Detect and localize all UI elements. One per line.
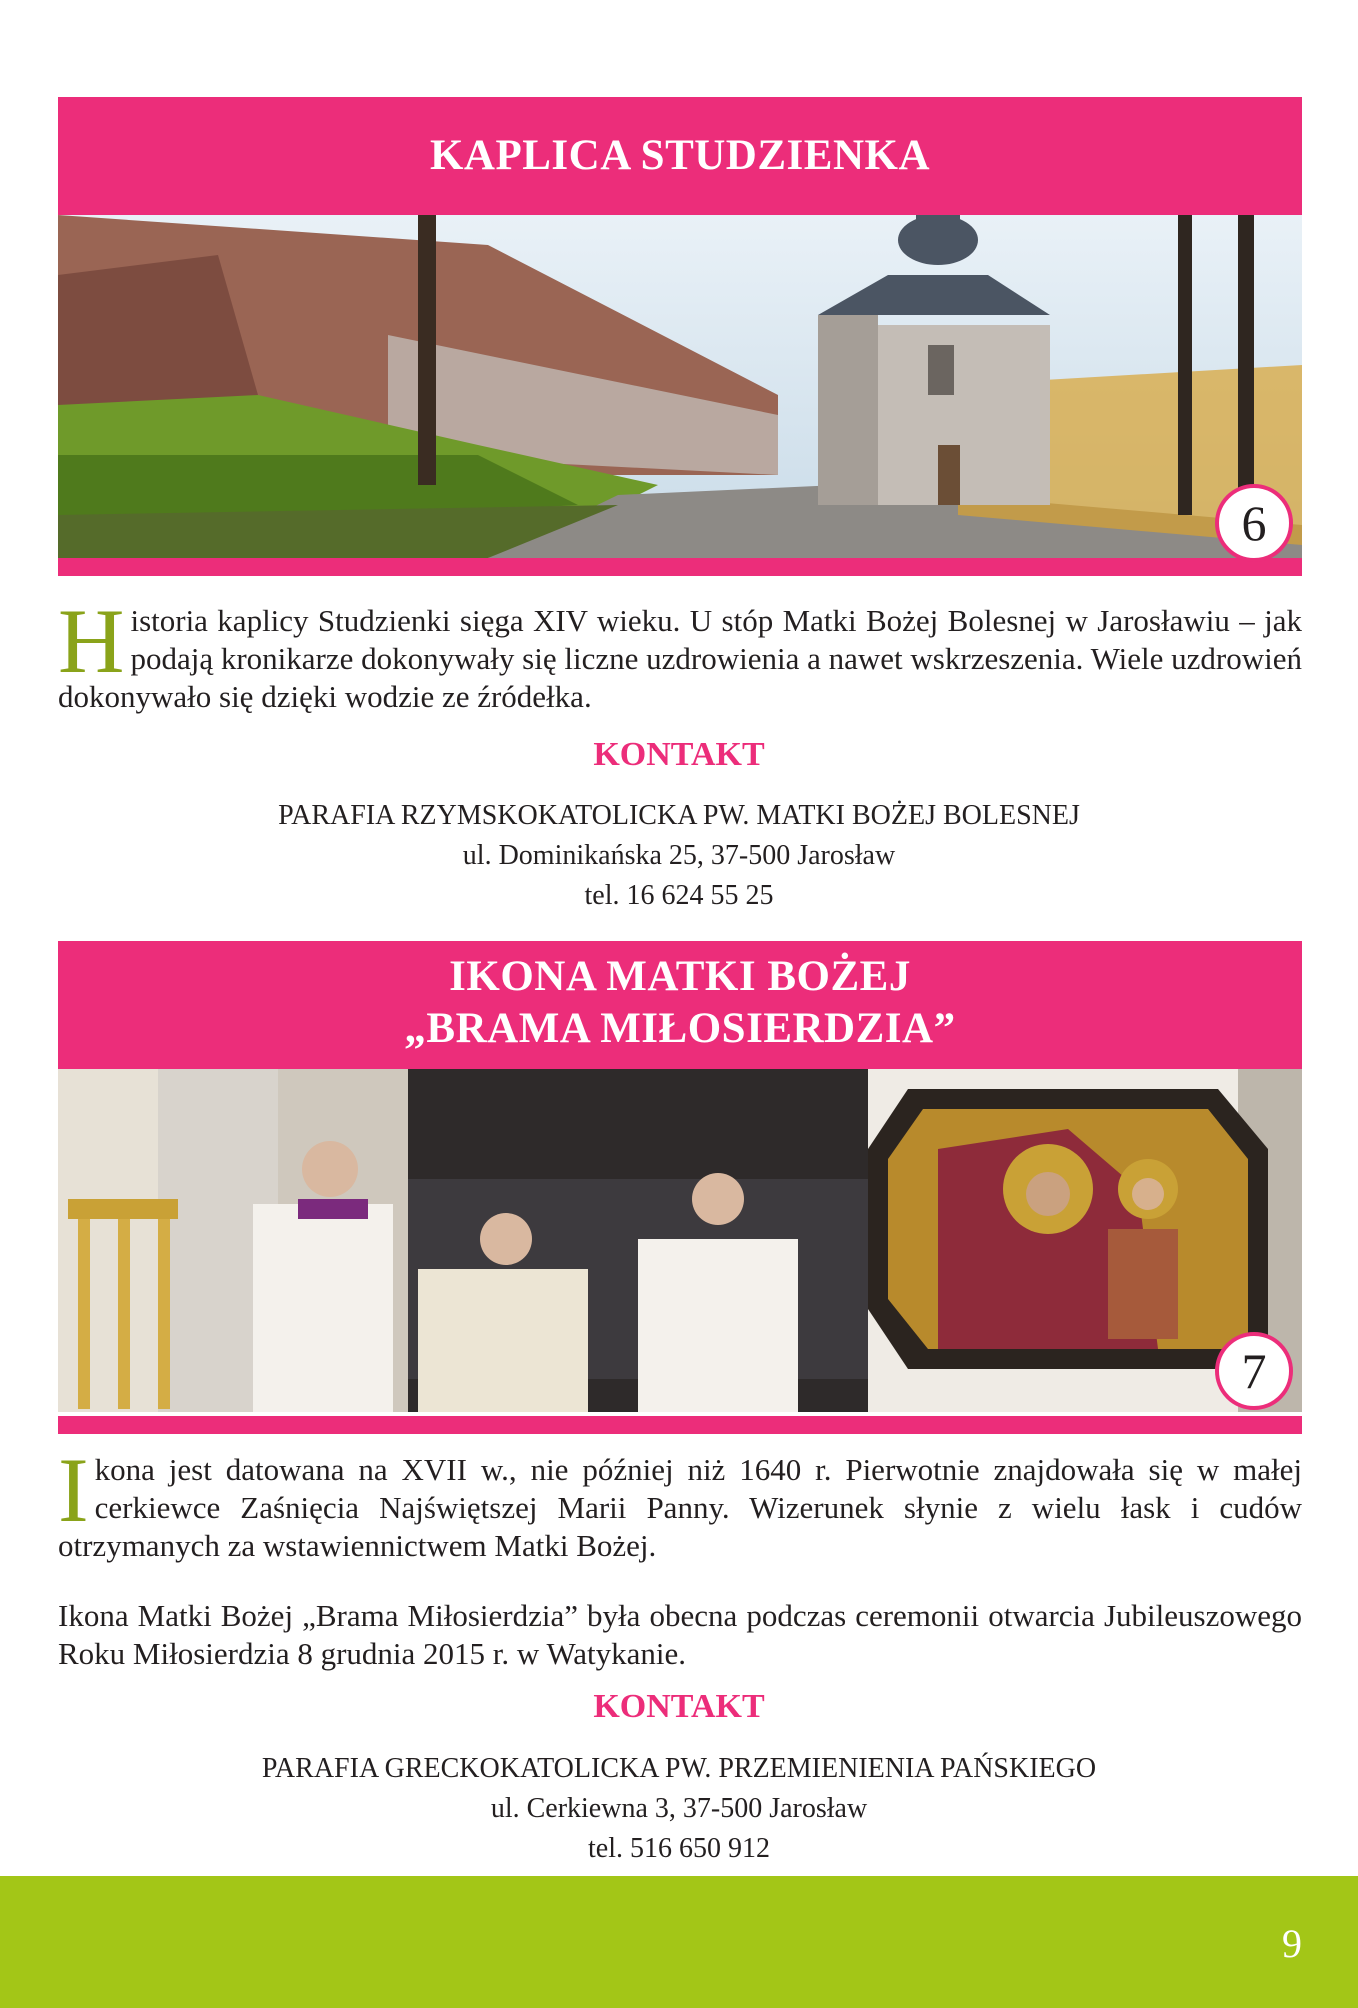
number-badge: 6 [1215, 484, 1293, 562]
photo-underline [58, 558, 1302, 576]
icon-ceremony-photo [58, 1069, 1302, 1412]
paragraph-text: kona jest datowana na XVII w., nie później niż 1640 r. Pierwotnie znajdowała się w małej cerkiewce Zaśnięcia Najświętszej Marii Panny. Wizerunek słynie z wielu łask i cudów otrzymanych za wstawiennictwem Matki Bożej. [58, 1452, 1302, 1563]
contact-address: ul. Cerkiewna 3, 37-500 Jarosław [490, 1793, 868, 1824]
drop-cap: H [58, 590, 125, 692]
description-paragraph [58, 1597, 1302, 1673]
section-title-kaplica [58, 97, 1302, 215]
description-paragraph [58, 1439, 1302, 1565]
contact-address: ul. Dominikańska 25, 37-500 Jarosław [462, 840, 896, 871]
number-badge: 7 [1215, 1332, 1293, 1410]
page-footer [0, 1876, 1358, 2008]
description-paragraph [58, 590, 1302, 716]
page-number: 9 [1282, 1921, 1302, 1966]
contact-phone: tel. 16 624 55 25 [584, 880, 774, 911]
contact-parish-name: PARAFIA GRECKOKATOLICKA PW. PRZEMIENIENIA PAŃSKIEGO [261, 1753, 1097, 1784]
paragraph-text: Ikona Matki Bożej „Brama Miłosierdzia” była obecna podczas ceremonii otwarcia Jubileuszowego Roku Miłosierdzia 8 grudnia 2015 r. w Watykanie. [58, 1598, 1302, 1671]
contact-phone: tel. 516 650 912 [588, 1833, 770, 1864]
contact-heading: KONTAKT [593, 736, 765, 773]
contact-parish-name: PARAFIA RZYMSKOKATOLICKA PW. MATKI BOŻEJ BOLESNEJ [278, 800, 1080, 831]
paragraph-text: istoria kaplicy Studzienki sięga XIV wieku. U stóp Matki Bożej Bolesnej w Jarosławiu – jak podają kronikarze dokonywały się liczne uzdrowienia a nawet wskrzeszenia. Wiele uzdrowień dokonywało się dzięki wodzie ze źródełka. [58, 603, 1302, 714]
drop-cap: I [58, 1439, 89, 1541]
contact-heading: KONTAKT [593, 1688, 765, 1725]
chapel-photo [58, 215, 1302, 558]
section-title-line-2: „BRAMA MIŁOSIERDZIA” [404, 1005, 956, 1052]
section-title-line-1: IKONA MATKI BOŻEJ [449, 953, 911, 1000]
section-title-text: KAPLICA STUDZIENKA [429, 132, 930, 179]
section-title-ikona [58, 941, 1302, 1069]
photo-underline [58, 1416, 1302, 1434]
